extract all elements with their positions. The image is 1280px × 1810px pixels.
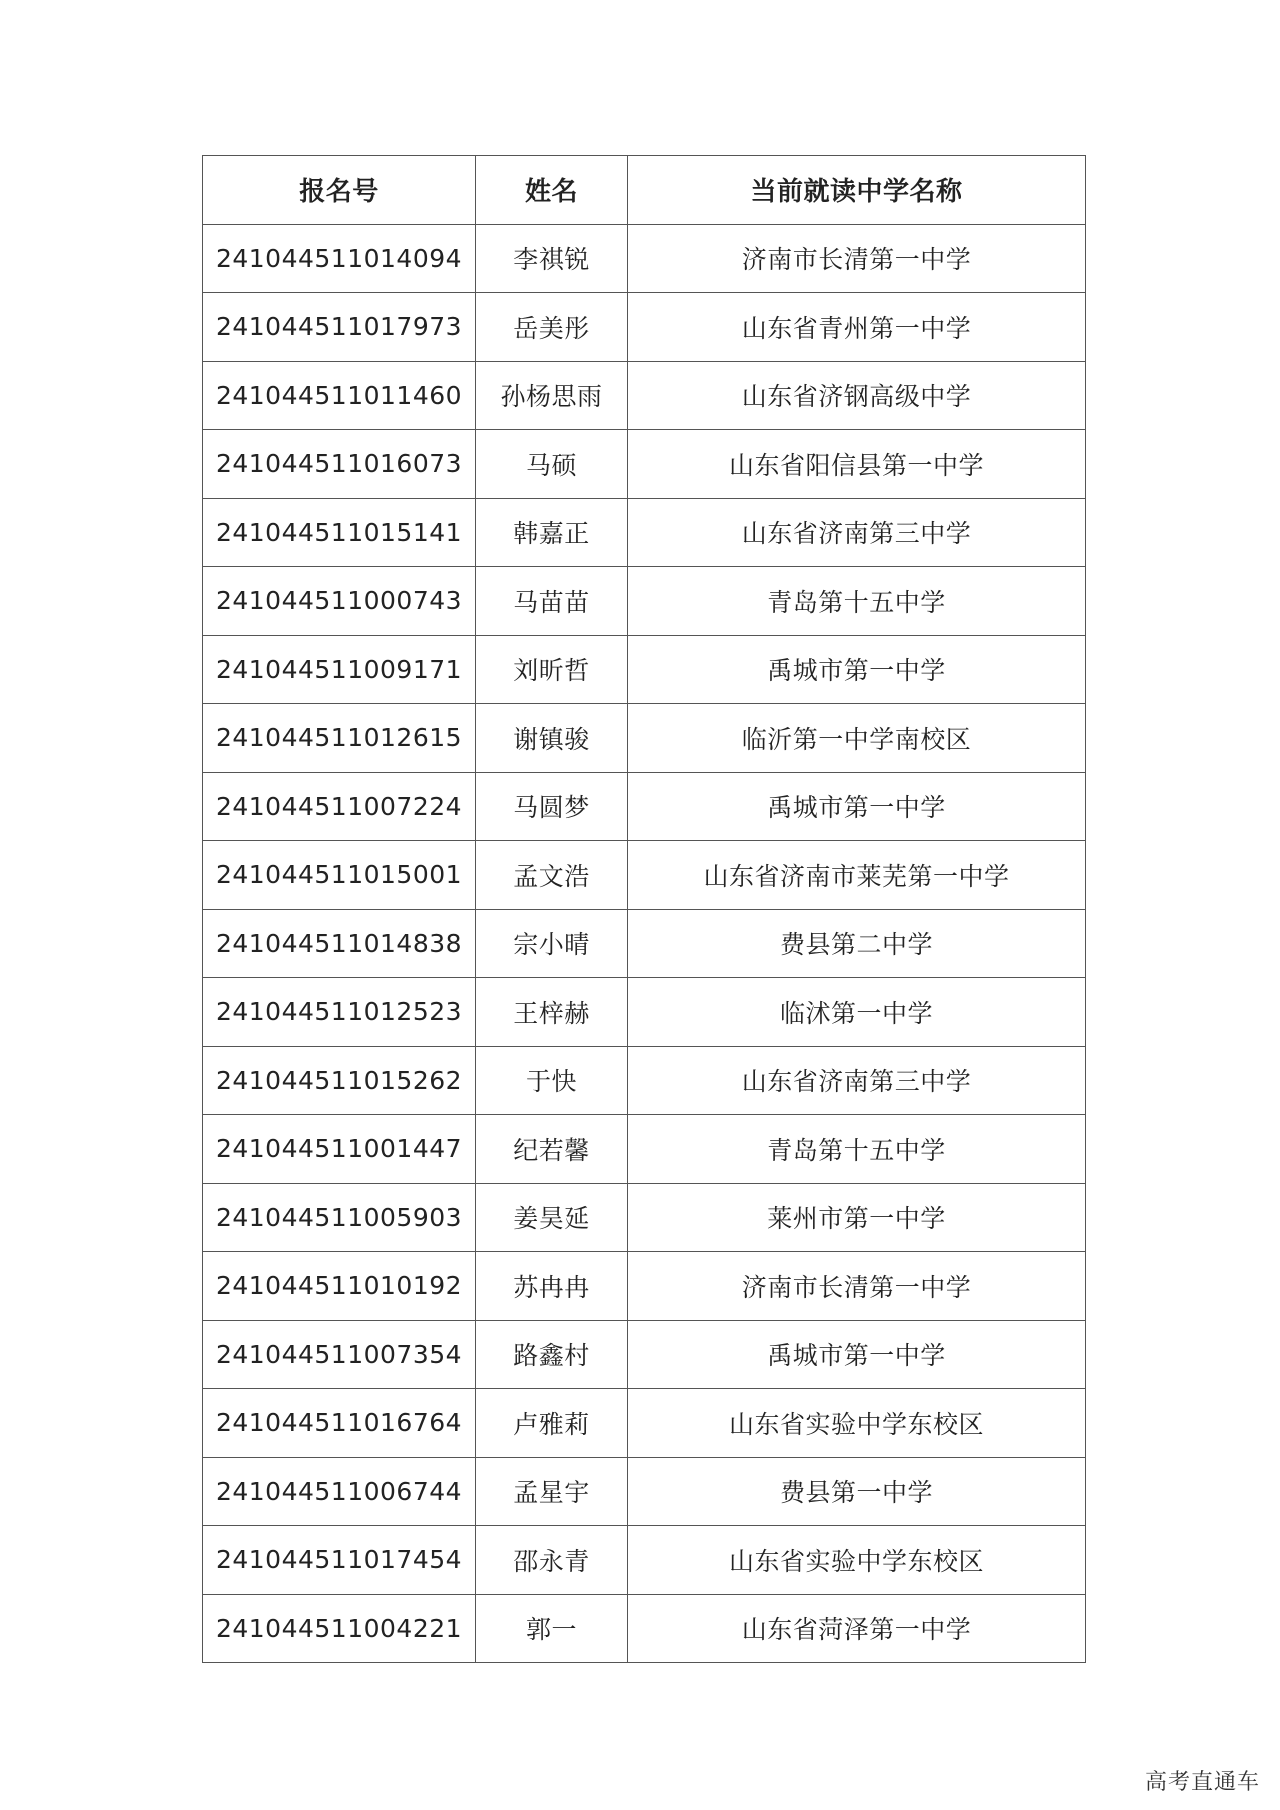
student-name-cell: 韩嘉正 (476, 498, 628, 567)
table-header-row (203, 156, 1086, 225)
student-name-cell: 岳美彤 (476, 293, 628, 362)
watermark-text: 高考直通车 (1144, 1770, 1260, 1795)
student-name-cell: 邵永青 (476, 1526, 628, 1595)
student-name-cell: 谢镇骏 (476, 704, 628, 773)
table-row (203, 1115, 1086, 1184)
table-row (203, 978, 1086, 1047)
school-name-cell: 山东省济南第三中学 (628, 1046, 1086, 1115)
student-name-cell: 马圆梦 (476, 772, 628, 841)
table-row (203, 1526, 1086, 1595)
registration-number-cell: 241044511006744 (203, 1457, 476, 1526)
registration-number-cell: 241044511017454 (203, 1526, 476, 1595)
registration-number-cell: 241044511004221 (203, 1594, 476, 1663)
table-row (203, 293, 1086, 362)
student-name-cell: 马硕 (476, 430, 628, 499)
registration-number-cell: 241044511000743 (203, 567, 476, 636)
table-body (203, 224, 1086, 1663)
table-row (203, 1046, 1086, 1115)
registration-number-cell: 241044511012523 (203, 978, 476, 1047)
registration-number-cell: 241044511016073 (203, 430, 476, 499)
school-name-cell: 山东省实验中学东校区 (628, 1526, 1086, 1595)
school-name-cell: 山东省菏泽第一中学 (628, 1594, 1086, 1663)
registration-number-cell: 241044511011460 (203, 361, 476, 430)
student-name-cell: 路鑫村 (476, 1320, 628, 1389)
table-row (203, 567, 1086, 636)
school-name-cell: 费县第一中学 (628, 1457, 1086, 1526)
registration-number-cell: 241044511007224 (203, 772, 476, 841)
table-row (203, 1594, 1086, 1663)
table-row (203, 1183, 1086, 1252)
school-name-cell: 禹城市第一中学 (628, 635, 1086, 704)
student-name-cell: 王梓赫 (476, 978, 628, 1047)
school-name-cell: 济南市长清第一中学 (628, 224, 1086, 293)
school-name-cell: 山东省济南市莱芜第一中学 (628, 841, 1086, 910)
table-row (203, 1457, 1086, 1526)
student-name-cell: 姜昊延 (476, 1183, 628, 1252)
registration-number-cell: 241044511015141 (203, 498, 476, 567)
school-name-cell: 临沭第一中学 (628, 978, 1086, 1047)
registration-number-cell: 241044511014838 (203, 909, 476, 978)
table-row (203, 430, 1086, 499)
student-name-cell: 孟文浩 (476, 841, 628, 910)
table-row (203, 704, 1086, 773)
school-name-cell: 费县第二中学 (628, 909, 1086, 978)
school-name-cell: 山东省济钢高级中学 (628, 361, 1086, 430)
school-name-cell: 山东省实验中学东校区 (628, 1389, 1086, 1458)
table-row (203, 1252, 1086, 1321)
admission-roster-table (202, 155, 1086, 1663)
header-school-name: 当前就读中学名称 (628, 156, 1086, 225)
school-name-cell: 青岛第十五中学 (628, 567, 1086, 636)
school-name-cell: 青岛第十五中学 (628, 1115, 1086, 1184)
student-name-cell: 卢雅莉 (476, 1389, 628, 1458)
student-name-cell: 于快 (476, 1046, 628, 1115)
student-name-cell: 郭一 (476, 1594, 628, 1663)
school-name-cell: 禹城市第一中学 (628, 1320, 1086, 1389)
table-row (203, 361, 1086, 430)
registration-number-cell: 241044511015001 (203, 841, 476, 910)
student-name-cell: 宗小晴 (476, 909, 628, 978)
school-name-cell: 山东省青州第一中学 (628, 293, 1086, 362)
table-row (203, 772, 1086, 841)
student-name-cell: 孙杨思雨 (476, 361, 628, 430)
registration-number-cell: 241044511001447 (203, 1115, 476, 1184)
registration-number-cell: 241044511017973 (203, 293, 476, 362)
school-name-cell: 山东省阳信县第一中学 (628, 430, 1086, 499)
registration-number-cell: 241044511014094 (203, 224, 476, 293)
school-name-cell: 禹城市第一中学 (628, 772, 1086, 841)
registration-number-cell: 241044511009171 (203, 635, 476, 704)
table-row (203, 635, 1086, 704)
student-name-cell: 孟星宇 (476, 1457, 628, 1526)
table-row (203, 224, 1086, 293)
registration-number-cell: 241044511005903 (203, 1183, 476, 1252)
registration-number-cell: 241044511012615 (203, 704, 476, 773)
table-row (203, 498, 1086, 567)
table-row (203, 841, 1086, 910)
registration-number-cell: 241044511016764 (203, 1389, 476, 1458)
table-row (203, 909, 1086, 978)
student-name-cell: 纪若馨 (476, 1115, 628, 1184)
registration-number-cell: 241044511007354 (203, 1320, 476, 1389)
student-name-cell: 李祺锐 (476, 224, 628, 293)
school-name-cell: 山东省济南第三中学 (628, 498, 1086, 567)
school-name-cell: 济南市长清第一中学 (628, 1252, 1086, 1321)
registration-number-cell: 241044511010192 (203, 1252, 476, 1321)
header-student-name: 姓名 (476, 156, 628, 225)
student-name-cell: 苏冉冉 (476, 1252, 628, 1321)
table-row (203, 1389, 1086, 1458)
table-row (203, 1320, 1086, 1389)
student-name-cell: 马苗苗 (476, 567, 628, 636)
school-name-cell: 临沂第一中学南校区 (628, 704, 1086, 773)
school-name-cell: 莱州市第一中学 (628, 1183, 1086, 1252)
student-name-cell: 刘昕哲 (476, 635, 628, 704)
header-registration-number: 报名号 (203, 156, 476, 225)
registration-number-cell: 241044511015262 (203, 1046, 476, 1115)
